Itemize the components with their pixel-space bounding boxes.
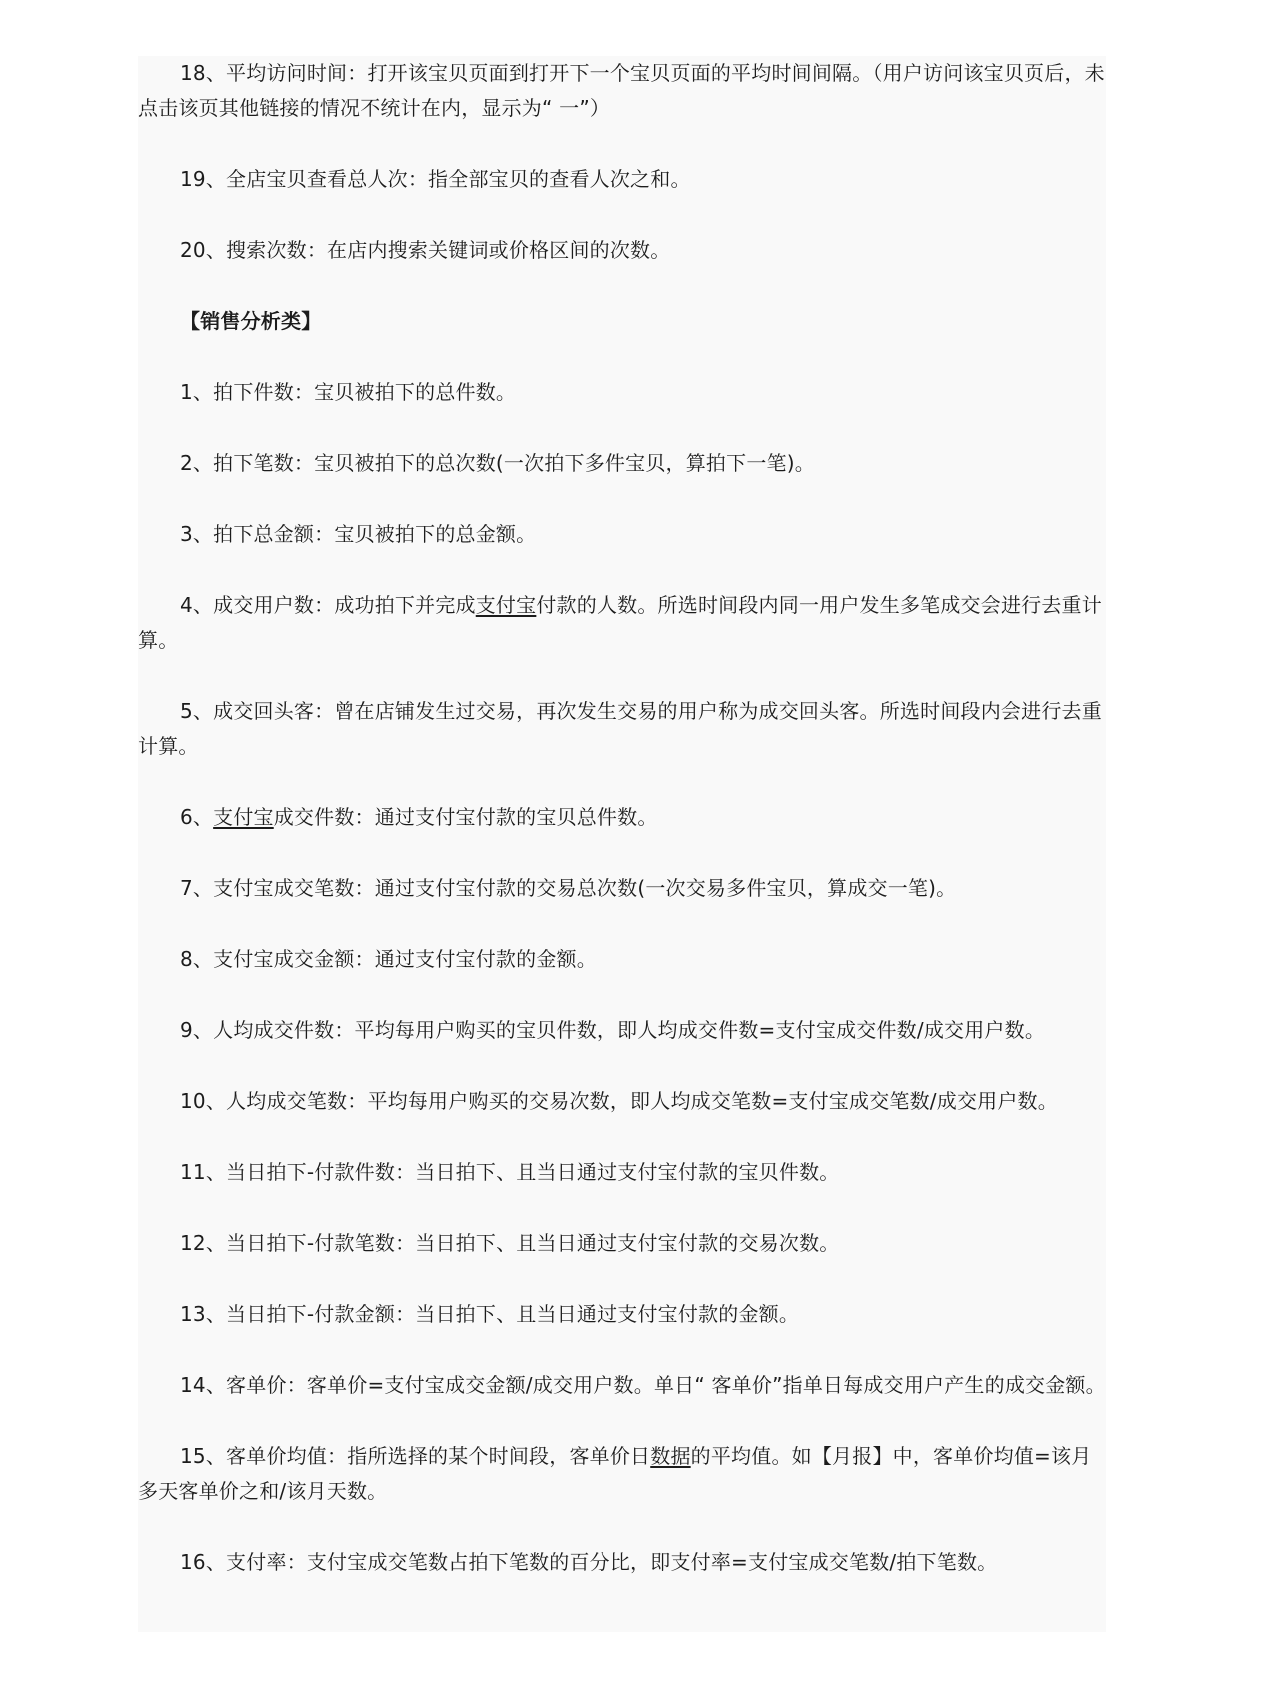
paragraph-3-ordered-amount	[138, 517, 1106, 552]
paragraph-16-payment-rate	[138, 1545, 1106, 1580]
paragraph-text: 15、客单价均值：指所选择的某个时间段，客单价日	[180, 1444, 651, 1468]
paragraph-text: 成交件数：通过支付宝付款的宝贝总件数。	[273, 805, 658, 829]
paragraph-text: 20、搜索次数：在店内搜索关键词或价格区间的次数。	[180, 238, 671, 262]
paragraph-text: 18、平均访问时间：打开该宝贝页面到打开下一个宝贝页面的平均时间间隔。（用户访问该宝贝页后，未点击该页其他链接的情况不统计在内，显示为“ 一”）	[138, 61, 1105, 120]
paragraph-text: 10、人均成交笔数：平均每用户购买的交易次数，即人均成交笔数=支付宝成交笔数/成交用户数。	[180, 1089, 1058, 1113]
paragraph-19-total-views	[138, 162, 1106, 197]
paragraph-text: 8、支付宝成交金额：通过支付宝付款的金额。	[180, 947, 597, 971]
paragraph-9-items-per-buyer	[138, 1013, 1106, 1048]
section-heading-text: 【销售分析类】	[180, 309, 322, 333]
paragraph-text: 11、当日拍下-付款件数：当日拍下、且当日通过支付宝付款的宝贝件数。	[180, 1160, 840, 1184]
paragraph-12-same-day-orders	[138, 1226, 1106, 1261]
paragraph-18-avg-visit-time	[138, 56, 1106, 126]
paragraph-11-same-day-items	[138, 1155, 1106, 1190]
paragraph-text: 12、当日拍下-付款笔数：当日拍下、且当日通过支付宝付款的交易次数。	[180, 1231, 840, 1255]
paragraph-text: 4、成交用户数：成功拍下并完成	[180, 593, 476, 617]
paragraph-6-alipay-items	[138, 800, 1106, 835]
document-page	[138, 56, 1106, 1632]
paragraph-text: 14、客单价：客单价=支付宝成交金额/成交用户数。单日“ 客单价”指单日每成交用户产生的成交金额。	[180, 1373, 1106, 1397]
paragraph-text: 付款的人数。所选时间段内同一用户发生多笔成交会进行去重计算。	[138, 593, 1102, 652]
paragraph-text: 的平均值。如【月报】中，客单价均值=该月多天客单价之和/该月天数。	[138, 1444, 1092, 1503]
paragraph-4-buyers	[138, 588, 1106, 658]
paragraph-text: 3、拍下总金额：宝贝被拍下的总金额。	[180, 522, 537, 546]
paragraph-text: 5、成交回头客：曾在店铺发生过交易，再次发生交易的用户称为成交回头客。所选时间段内会进行去重计算。	[138, 699, 1102, 758]
paragraph-text: 16、支付率：支付宝成交笔数占拍下笔数的百分比，即支付率=支付宝成交笔数/拍下笔数。	[180, 1550, 998, 1574]
paragraph-8-alipay-amount	[138, 942, 1106, 977]
document-content	[138, 56, 1106, 1616]
paragraph-10-orders-per-buyer	[138, 1084, 1106, 1119]
paragraph-text: 2、拍下笔数：宝贝被拍下的总次数(一次拍下多件宝贝，算拍下一笔)。	[180, 451, 815, 475]
paragraph-2-ordered-count	[138, 446, 1106, 481]
alipay-link[interactable]: 支付宝	[213, 805, 274, 829]
paragraph-14-avg-order-value	[138, 1368, 1106, 1403]
paragraph-13-same-day-amount	[138, 1297, 1106, 1332]
paragraph-7-alipay-orders	[138, 871, 1106, 906]
paragraph-text: 7、支付宝成交笔数：通过支付宝付款的交易总次数(一次交易多件宝贝，算成交一笔)。	[180, 876, 957, 900]
paragraph-text: 13、当日拍下-付款金额：当日拍下、且当日通过支付宝付款的金额。	[180, 1302, 800, 1326]
paragraph-20-search-count	[138, 233, 1106, 268]
alipay-link[interactable]: 支付宝	[475, 593, 537, 617]
paragraph-text: 19、全店宝贝查看总人次：指全部宝贝的查看人次之和。	[180, 167, 691, 191]
paragraph-5-repeat-customers	[138, 694, 1106, 764]
paragraph-1-ordered-items	[138, 375, 1106, 410]
paragraph-15-avg-order-value-mean	[138, 1439, 1106, 1509]
paragraph-text: 6、	[180, 805, 214, 829]
section-heading-sales-analysis	[138, 304, 1106, 339]
paragraph-text: 1、拍下件数：宝贝被拍下的总件数。	[180, 380, 517, 404]
paragraph-text: 9、人均成交件数：平均每用户购买的宝贝件数，即人均成交件数=支付宝成交件数/成交用户数。	[180, 1018, 1046, 1042]
data-link[interactable]: 数据	[650, 1444, 691, 1468]
